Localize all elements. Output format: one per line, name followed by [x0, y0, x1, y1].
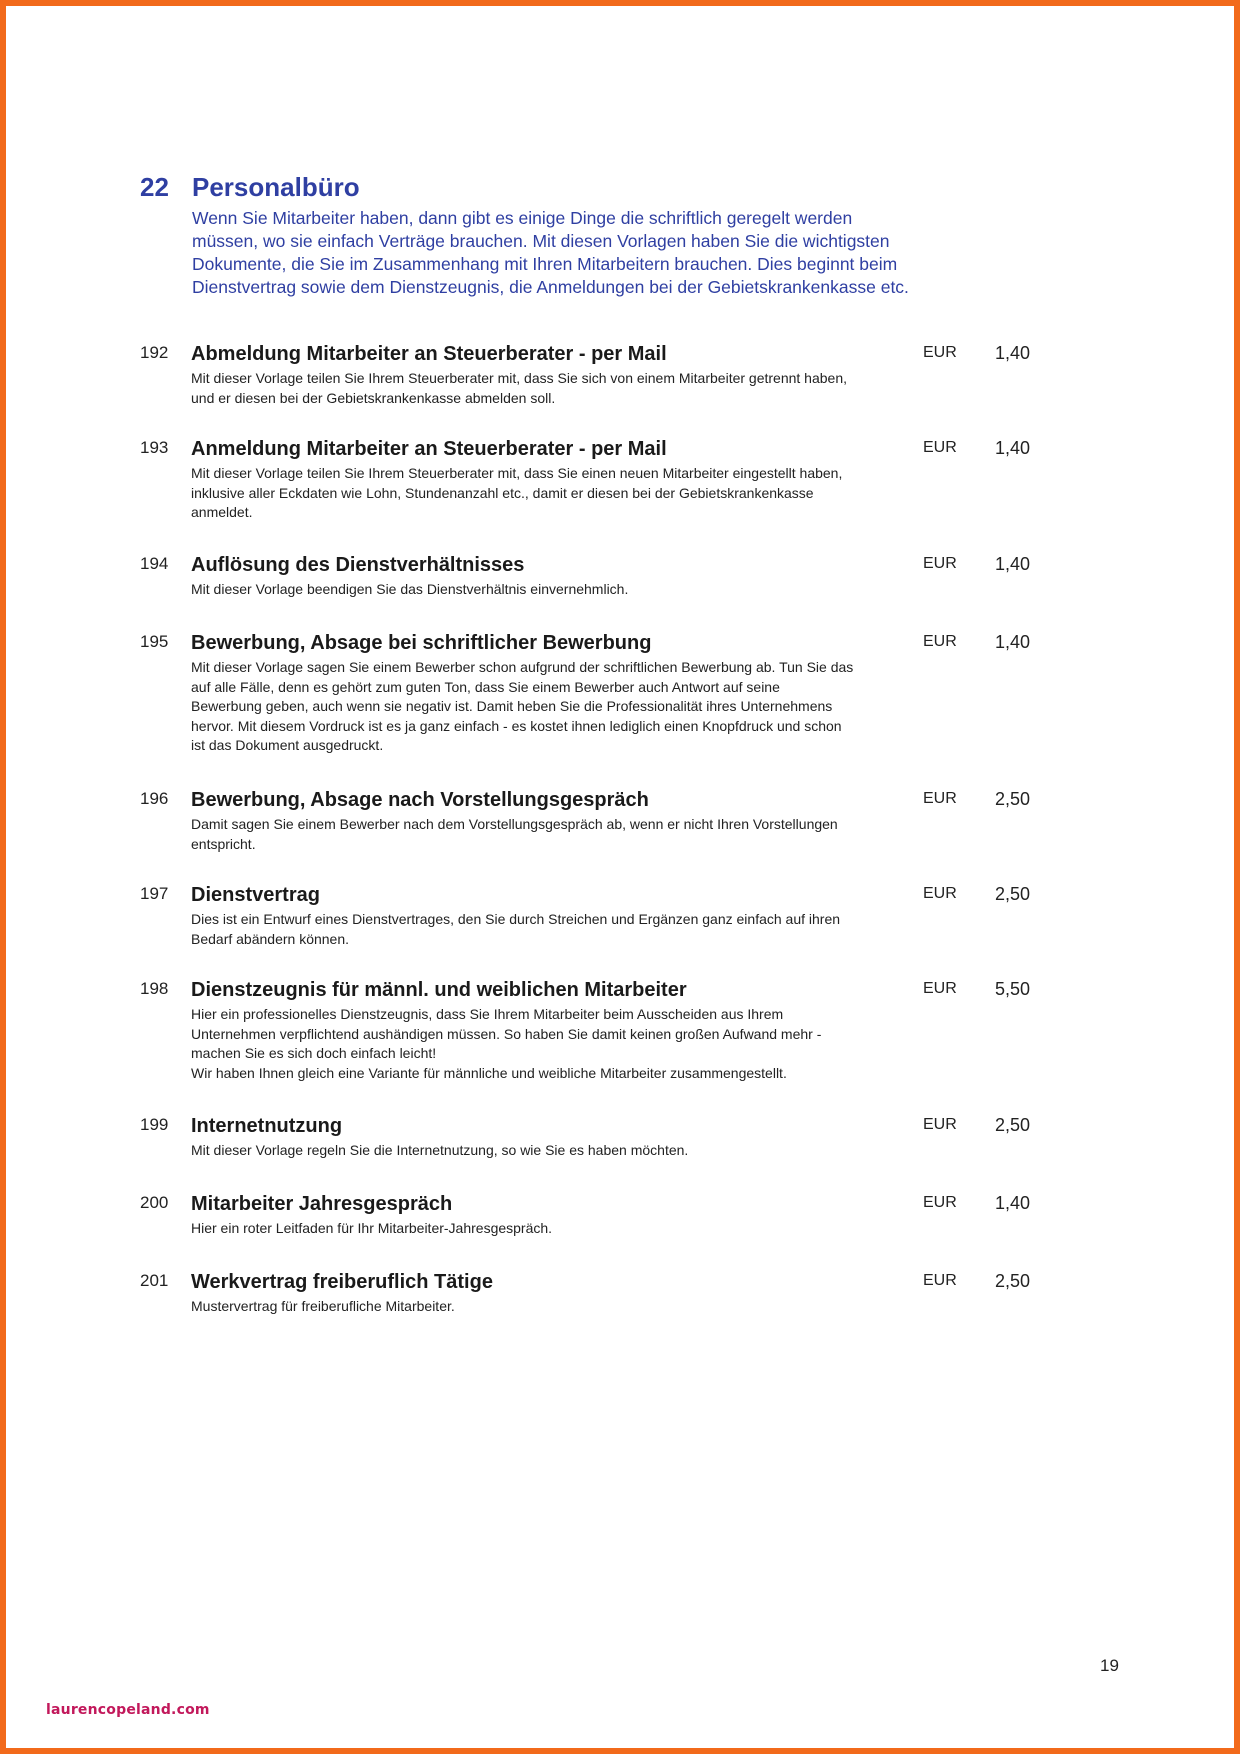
entry-number: 192 [140, 343, 169, 362]
entry-currency: EUR [923, 1194, 957, 1211]
entry-number: 197 [140, 884, 169, 903]
page-number: 19 [1100, 1656, 1119, 1675]
entry-number: 198 [140, 979, 169, 998]
entry-price: 1,40 [994, 1193, 1030, 1213]
section-heading [140, 172, 940, 203]
entry-price: 2,50 [994, 1115, 1030, 1135]
entry-title: Abmeldung Mitarbeiter an Steuerberater - per Mail [191, 343, 667, 365]
entry-price: 2,50 [994, 1271, 1030, 1291]
section-intro: Wenn Sie Mitarbeiter haben, dann gibt es einige Dinge die schriftlich geregelt werden müssen, wo sie einfach Verträge brauchen. Mit diesen Vorlagen haben Sie die wichtigsten Dokumente, die Sie im Zusammenhang mit Ihren Mitarbeitern brauchen. Dies beginnt beim Dienstvertrag sowie dem Dienstzeugnis, die Anmeldungen bei der Gebietskrankenkasse etc. [192, 208, 909, 297]
entry-title: Internetnutzung [191, 1115, 343, 1137]
watermark-logo: laurencopeland.com [46, 1702, 210, 1718]
entry-number: 199 [140, 1115, 169, 1134]
entry-description: Mit dieser Vorlage beendigen Sie das Dienstverhältnis einvernehmlich. [191, 581, 629, 597]
entry-currency: EUR [923, 344, 957, 361]
entry-description: Mit dieser Vorlage regeln Sie die Internetnutzung, so wie Sie es haben möchten. [191, 1142, 689, 1158]
entry-title: Bewerbung, Absage bei schriftlicher Bewerbung [191, 632, 652, 654]
entry-currency: EUR [923, 790, 957, 807]
entry-currency: EUR [923, 980, 957, 997]
entry-title: Dienstzeugnis für männl. und weiblichen Mitarbeiter [191, 979, 687, 1001]
entry-currency: EUR [923, 633, 957, 650]
entry-price: 5,50 [994, 979, 1030, 999]
entry-price: 1,40 [994, 632, 1030, 652]
section-title: Personalbüro [192, 172, 360, 202]
entry-description: Hier ein roter Leitfaden für Ihr Mitarbeiter-Jahresgespräch. [191, 1220, 553, 1236]
entry-title: Anmeldung Mitarbeiter an Steuerberater - per Mail [191, 438, 667, 460]
entry-currency: EUR [923, 885, 957, 902]
entry-currency: EUR [923, 1272, 957, 1289]
entry-number: 194 [140, 554, 169, 573]
entry-description: Mit dieser Vorlage teilen Sie Ihrem Steuerberater mit, dass Sie sich von einem Mitarbeiter getrennt haben, und er diesen bei der Gebietskrankenkasse abmelden soll. [191, 370, 847, 406]
entry-price: 1,40 [994, 554, 1030, 574]
entry-currency: EUR [923, 439, 957, 456]
entry-title: Mitarbeiter Jahresgespräch [191, 1193, 453, 1215]
entry-price: 2,50 [994, 789, 1030, 809]
entry-number: 200 [140, 1193, 169, 1212]
entry-price: 2,50 [994, 884, 1030, 904]
entry-number: 193 [140, 438, 169, 457]
entry-description: Mit dieser Vorlage sagen Sie einem Bewerber schon aufgrund der schriftlichen Bewerbung ab. Tun Sie das auf alle Fälle, denn es gehört zum guten Ton, dass Sie einem Bewerber auch Antwort auf seine Bewerbung geben, auch wenn sie negativ ist. Damit heben Sie die Professionalität ihres Unternehmens hervor. Mit diesem Vordruck ist es ja ganz einfach - es kostet ihnen lediglich einen Knopfdruck und schon ist das Dokument ausgedruckt. [191, 659, 854, 753]
entry-description: Mustervertrag für freiberufliche Mitarbeiter. [191, 1298, 455, 1314]
entry-number: 195 [140, 632, 169, 651]
entry-price: 1,40 [994, 438, 1030, 458]
section-header [140, 172, 940, 299]
entry-price: 1,40 [994, 343, 1030, 363]
entry-description: Hier ein professionelles Dienstzeugnis, dass Sie Ihrem Mitarbeiter beim Ausscheiden aus Ihrem Unternehmen verpflichtend aushändigen müssen. So haben Sie damit keinen großen Aufwand mehr - machen Sie es sich doch einfach leicht! Wir haben Ihnen gleich eine Variante für männliche und weibliche Mitarbeiter zusammengestellt. [191, 1006, 822, 1081]
entry-description: Damit sagen Sie einem Bewerber nach dem Vorstellungsgespräch ab, wenn er nicht Ihren Vorstellungen entspricht. [191, 816, 838, 852]
entry-title: Auflösung des Dienstverhältnisses [191, 554, 525, 576]
section-number: 22 [140, 172, 169, 202]
entry-title: Bewerbung, Absage nach Vorstellungsgespräch [191, 789, 649, 811]
entry-title: Werkvertrag freiberuflich Tätige [191, 1271, 493, 1293]
entry-title: Dienstvertrag [191, 884, 320, 906]
entry-description: Dies ist ein Entwurf eines Dienstvertrages, den Sie durch Streichen und Ergänzen ganz einfach auf ihren Bedarf abändern können. [191, 911, 841, 947]
entry-currency: EUR [923, 555, 957, 572]
entry-number: 196 [140, 789, 169, 808]
entry-currency: EUR [923, 1116, 957, 1133]
entry-description: Mit dieser Vorlage teilen Sie Ihrem Steuerberater mit, dass Sie einen neuen Mitarbeiter eingestellt haben, inklusive aller Eckdaten wie Lohn, Stundenanzahl etc., damit er diesen bei der Gebietskrankenkasse anmeldet. [191, 465, 843, 520]
entry-number: 201 [140, 1271, 169, 1290]
